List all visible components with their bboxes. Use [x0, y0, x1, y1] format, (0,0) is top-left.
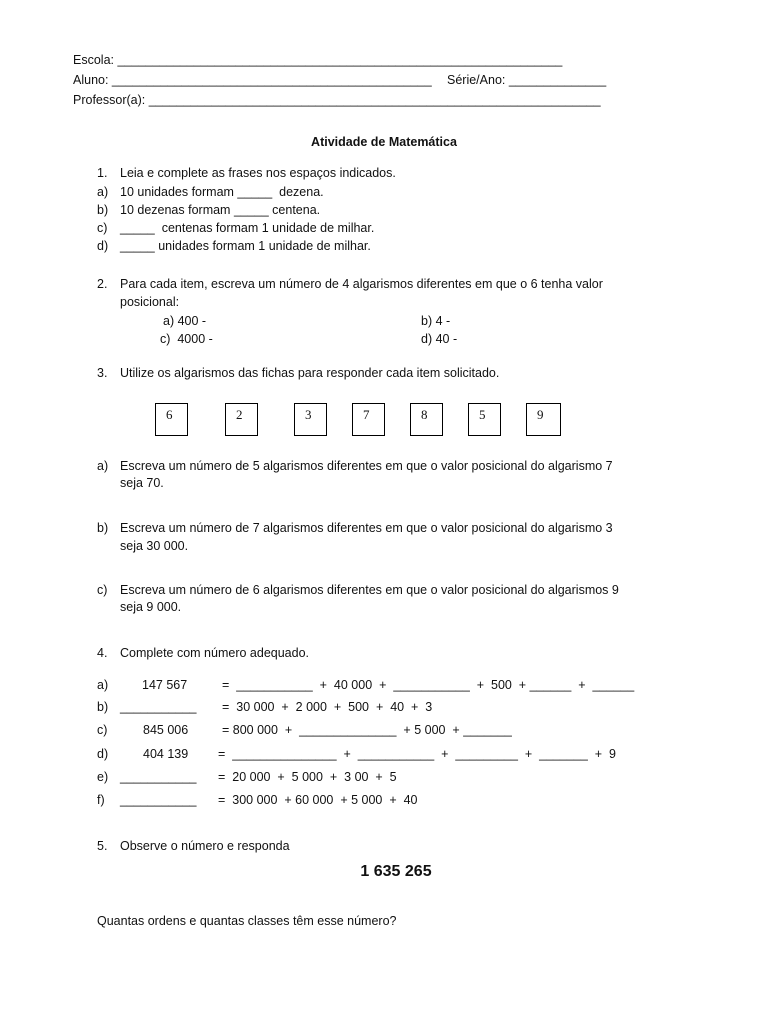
- q2-item-c[interactable]: c) 4000 -: [160, 332, 213, 346]
- digit-tile: 9: [526, 403, 561, 436]
- q5-number: 5.: [97, 839, 108, 853]
- q4-row-right: = 30 000 + 2 000 + 500 + 40 + 3: [222, 700, 433, 714]
- q3-prompt: Utilize os algarismos das fichas para responder cada item solicitado.: [120, 366, 500, 380]
- digit-tile: 7: [352, 403, 385, 436]
- q4-row-right[interactable]: = ___________ + 40 000 + ___________ + 500 + ______ + ______: [222, 678, 635, 692]
- aluno-field[interactable]: Aluno: ______________________________________________: [73, 73, 432, 87]
- q1-item-text[interactable]: _____ unidades formam 1 unidade de milhar.: [120, 239, 371, 253]
- q4-row-label: f): [97, 793, 105, 807]
- digit-tile: 5: [468, 403, 501, 436]
- q2-item-a[interactable]: a) 400 -: [163, 314, 207, 328]
- q4-row-label: d): [97, 747, 109, 761]
- q4-row-left: 845 006: [143, 723, 189, 737]
- q3-number: 3.: [97, 366, 108, 380]
- q4-row-left[interactable]: ___________: [120, 793, 197, 807]
- q1-item-label: a): [97, 185, 109, 199]
- q3-item-b-line2: seja 30 000.: [120, 539, 189, 553]
- q5-question: Quantas ordens e quantas classes têm esse número?: [97, 914, 397, 928]
- q1-prompt: Leia e complete as frases nos espaços indicados.: [120, 166, 396, 180]
- q1-item-label: b): [97, 203, 109, 217]
- q1-item-text[interactable]: 10 unidades formam _____ dezena.: [120, 185, 324, 199]
- q4-row-right: = 20 000 + 5 000 + 3 00 + 5: [218, 770, 397, 784]
- q4-row-label: e): [97, 770, 109, 784]
- digit-tile: 2: [225, 403, 258, 436]
- q2-item-d[interactable]: d) 40 -: [421, 332, 458, 346]
- escola-field[interactable]: Escola: ________________________________________________________________: [73, 53, 563, 67]
- q1-item-text[interactable]: _____ centenas formam 1 unidade de milhar.: [120, 221, 375, 235]
- q3-item-label: b): [97, 521, 109, 535]
- q4-row-left[interactable]: ___________: [120, 700, 197, 714]
- q1-item-label: c): [97, 221, 108, 235]
- digit-tile: 8: [410, 403, 443, 436]
- digit-tile: 3: [294, 403, 327, 436]
- q1-number: 1.: [97, 166, 108, 180]
- q2-prompt-line1: Para cada item, escreva um número de 4 algarismos diferentes em que o 6 tenha valor: [120, 277, 603, 291]
- q4-row-label: b): [97, 700, 109, 714]
- professor-field[interactable]: Professor(a): _________________________________________________________________: [73, 93, 601, 107]
- q3-item-b-line1: Escreva um número de 7 algarismos diferentes em que o valor posicional do algarismo 3: [120, 521, 613, 535]
- q4-row-label: a): [97, 678, 109, 692]
- q2-number: 2.: [97, 277, 108, 291]
- digit-tile: 6: [155, 403, 188, 436]
- q3-item-label: a): [97, 459, 109, 473]
- q2-prompt-line2: posicional:: [120, 295, 180, 309]
- q4-row-left[interactable]: ___________: [120, 770, 197, 784]
- q3-item-a-line1: Escreva um número de 5 algarismos diferentes em que o valor posicional do algarismo 7: [120, 459, 613, 473]
- q3-item-c-line2: seja 9 000.: [120, 600, 182, 614]
- page-title: Atividade de Matemática: [311, 135, 457, 149]
- serie-field[interactable]: Série/Ano: ______________: [447, 73, 607, 87]
- q3-item-c-line1: Escreva um número de 6 algarismos diferentes em que o valor posicional do algarismos 9: [120, 583, 619, 597]
- q3-item-a-line2: seja 70.: [120, 476, 164, 490]
- q4-row-left: 147 567: [142, 678, 188, 692]
- q4-row-right[interactable]: = 800 000 + ______________ + 5 000 + _______: [222, 723, 512, 737]
- q1-item-label: d): [97, 239, 109, 253]
- q4-row-right[interactable]: = _______________ + ___________ + _________ + _______ + 9: [218, 747, 616, 761]
- q2-item-b[interactable]: b) 4 -: [421, 314, 451, 328]
- q3-item-label: c): [97, 583, 108, 597]
- q4-number: 4.: [97, 646, 108, 660]
- featured-number: 1 635 265: [360, 863, 432, 880]
- q4-row-label: c): [97, 723, 108, 737]
- q1-item-text[interactable]: 10 dezenas formam _____ centena.: [120, 203, 321, 217]
- q5-prompt: Observe o número e responda: [120, 839, 290, 853]
- q4-prompt: Complete com número adequado.: [120, 646, 310, 660]
- q4-row-right: = 300 000 + 60 000 + 5 000 + 40: [218, 793, 418, 807]
- q4-row-left: 404 139: [143, 747, 189, 761]
